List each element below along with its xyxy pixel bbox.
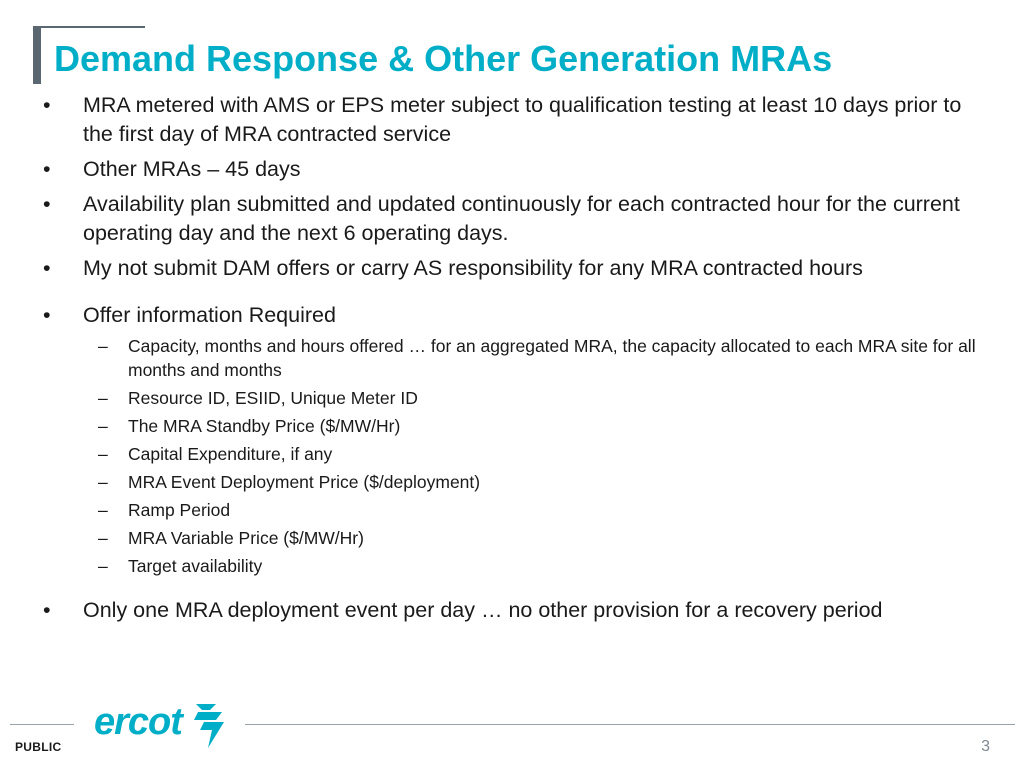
title-accent-bar <box>33 26 41 84</box>
bullet-item <box>40 155 980 184</box>
bullet-item <box>40 596 980 625</box>
bullet-marker: • <box>43 598 51 622</box>
bullet-marker: • <box>43 192 51 216</box>
footer-divider-left <box>10 724 74 725</box>
page-number: 3 <box>981 738 990 755</box>
ercot-logo <box>92 698 232 752</box>
sub-bullet-text: MRA Variable Price ($/MW/Hr) <box>128 528 364 548</box>
sub-bullet-text: MRA Event Deployment Price ($/deployment) <box>128 472 481 492</box>
sub-bullet-item <box>40 334 980 382</box>
sub-bullet-text: Capacity, months and hours offered … for an aggregated MRA, the capacity allocated to each MRA site for all months and months <box>128 336 976 380</box>
title-accent-topline <box>33 26 145 28</box>
bullet-text: Offer information Required <box>83 303 336 327</box>
sub-bullet-item <box>40 442 980 466</box>
bullet-text: Availability plan submitted and updated continuously for each contracted hour for the current operating day and the next 6 operating days. <box>83 192 960 245</box>
bullet-text: MRA metered with AMS or EPS meter subject to qualification testing at least 10 days prior to the first day of MRA contracted service <box>83 93 962 146</box>
bullet-text: Other MRAs – 45 days <box>83 157 301 181</box>
sub-bullet-text: Ramp Period <box>128 500 231 520</box>
sub-bullet-marker: – <box>98 500 108 520</box>
classification-label: PUBLIC <box>15 740 62 754</box>
slide-title: Demand Response & Other Generation MRAs <box>54 38 833 79</box>
sub-bullet-item <box>40 386 980 410</box>
sub-bullet-item <box>40 554 980 578</box>
bullet-marker: • <box>43 256 51 280</box>
bullet-marker: • <box>43 93 51 117</box>
sub-bullet-marker: – <box>98 556 108 576</box>
bullet-item <box>40 190 980 248</box>
slide-content <box>40 91 980 625</box>
sub-bullet-text: Target availability <box>128 556 263 576</box>
sub-bullet-item <box>40 414 980 438</box>
sub-bullet-marker: – <box>98 472 108 492</box>
sub-bullet-item <box>40 498 980 522</box>
sub-bullet-item <box>40 470 980 494</box>
logo-bolt-icon <box>194 704 224 748</box>
sub-bullet-text: Capital Expenditure, if any <box>128 444 333 464</box>
bullet-text: My not submit DAM offers or carry AS responsibility for any MRA contracted hours <box>83 256 863 280</box>
bullet-item <box>40 301 980 330</box>
sub-bullet-marker: – <box>98 388 108 408</box>
bullet-item <box>40 254 980 283</box>
sub-bullet-item <box>40 526 980 550</box>
sub-bullet-text: Resource ID, ESIID, Unique Meter ID <box>128 388 418 408</box>
bullet-marker: • <box>43 303 51 327</box>
sub-bullet-text: The MRA Standby Price ($/MW/Hr) <box>128 416 401 436</box>
sub-bullet-marker: – <box>98 416 108 436</box>
bullet-item <box>40 91 980 149</box>
logo-wordmark: ercot <box>94 701 182 743</box>
bullet-text: Only one MRA deployment event per day … no other provision for a recovery period <box>83 598 883 622</box>
sub-bullet-marker: – <box>98 528 108 548</box>
bullet-marker: • <box>43 157 51 181</box>
sub-bullet-marker: – <box>98 444 108 464</box>
sub-bullet-marker: – <box>98 336 108 356</box>
footer-divider-right <box>245 724 1015 725</box>
